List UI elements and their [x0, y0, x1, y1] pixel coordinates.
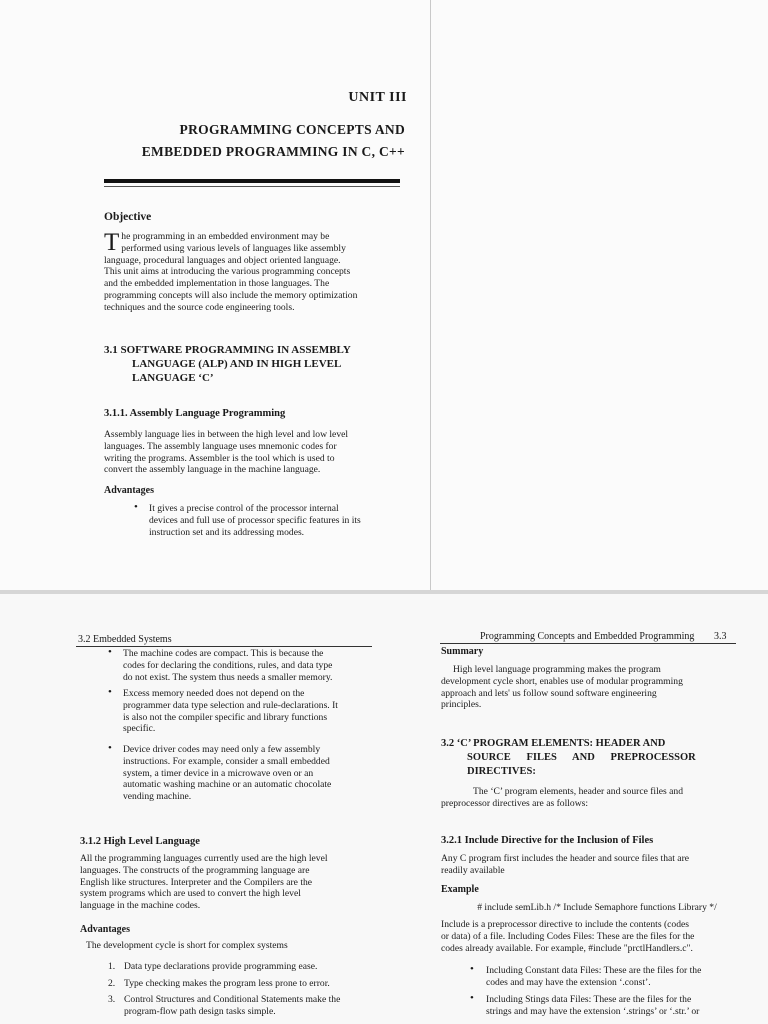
alp-line: convert the assembly language in the machine language. — [104, 464, 321, 476]
hll-line: languages. The constructs of the programming language are — [80, 864, 310, 876]
right-page-number: 3.3 — [714, 631, 727, 642]
title-rule-thin — [104, 186, 400, 187]
objective-line: techniques and the source code engineering tools. — [104, 301, 295, 313]
alp-line: languages. The assembly language uses mnemonic codes for — [104, 440, 337, 452]
section-3-1-2-heading: 3.1.2 High Level Language — [80, 836, 200, 847]
objective-line: This unit aims at introducing the various programming concepts — [104, 266, 351, 278]
objective-line: language, procedural languages and object oriented language. — [104, 254, 341, 266]
summary-heading: Summary — [441, 646, 484, 657]
section-3-1-heading-line2: LANGUAGE (ALP) AND IN HIGH LEVEL — [132, 358, 342, 370]
section-3-1-1-heading: 3.1.1. Assembly Language Programming — [104, 408, 286, 419]
title-rule — [104, 179, 400, 183]
numbered-item-3 — [124, 994, 376, 1018]
advantages-heading: Advantages — [104, 485, 155, 496]
bullet-mark: • — [470, 992, 474, 1004]
include-line: readily available — [441, 864, 505, 876]
bullet-line: automatic washing machine or an automatic chocolate — [123, 779, 332, 791]
summary-line: principles. — [441, 699, 482, 711]
chapter-title-line2: EMBEDDED PROGRAMMING IN C, C++ — [141, 144, 405, 159]
alp-advantage-bullet — [149, 503, 401, 538]
include-line: Any C program first includes the header and source files that are — [441, 853, 690, 864]
list-number: 2. — [108, 978, 116, 989]
left-bullet-3 — [123, 744, 375, 803]
alp-line: Assembly language lies in between the high level and low level — [104, 429, 349, 440]
left-bullet-1 — [123, 648, 375, 683]
hll-line: All the programming languages currently used are the high level — [80, 853, 328, 864]
bullet-mark: • — [470, 963, 474, 975]
section-3-2-intro — [441, 786, 737, 810]
bullet-line: It gives a precise control of the processor internal — [149, 503, 339, 514]
hll-line: English like structures. Interpreter and the Compilers are the — [80, 876, 313, 888]
objective-paragraph — [104, 231, 400, 314]
bullet-line: vending machine. — [123, 791, 192, 803]
section-3-2-heading-line3: DIRECTIVES: — [467, 766, 536, 777]
include-desc-line: Include is a preprocessor directive to include the contents (codes — [441, 919, 690, 930]
left-bullet-2 — [123, 688, 375, 735]
include-desc-line: or data) of a file. Including Codes Files: These are the files for the — [441, 930, 695, 942]
bullet-mark: • — [108, 646, 112, 658]
bullet-line: instructions. For example, consider a small embedded — [123, 755, 330, 767]
bullet-line: strings and may have the extension ‘.strings’ or ‘.str.’ or — [486, 1005, 700, 1017]
section-3-1-heading-line1: 3.1 SOFTWARE PROGRAMMING IN ASSEMBLY — [104, 344, 351, 356]
example-code: # include semLib.h /* Include Semaphore functions Library */ — [477, 902, 717, 913]
summary-paragraph — [441, 664, 737, 711]
objective-line: performed using various levels of languages like assembly — [121, 242, 346, 254]
numbered-line: program-flow path design tasks simple. — [124, 1005, 276, 1017]
objective-line: and the embedded implementation in those languages. The — [104, 278, 330, 290]
objective-line: he programming in an embedded environment may be — [121, 231, 330, 242]
bullet-line: is also not the compiler specific and library functions — [123, 711, 328, 723]
numbered-item-1: Data type declarations provide programming ease. — [124, 961, 318, 972]
include-paragraph — [441, 853, 737, 877]
bullet-line: devices and full use of processor specific features in its — [149, 514, 361, 526]
right-header-rule — [440, 643, 736, 644]
bullet-line: codes for declaring the conditions, rules, and data type — [123, 659, 333, 671]
bullet-line: specific. — [123, 723, 156, 735]
bullet-line: instruction set and its addressing modes. — [149, 526, 305, 538]
section-3-2-1-heading: 3.2.1 Include Directive for the Inclusion of Files — [441, 835, 654, 846]
unit-label: UNIT III — [348, 90, 407, 105]
hll-line: language in the machine codes. — [80, 900, 201, 912]
summary-line: approach and lets' us follow sound software engineering — [441, 687, 657, 699]
left-page-header: 3.2 Embedded Systems — [78, 634, 172, 645]
include-description — [441, 919, 737, 954]
section-3-1-heading-line3: LANGUAGE ‘C’ — [132, 372, 214, 384]
bullet-mark: • — [134, 501, 138, 513]
summary-line: development cycle short, enables use of modular programming — [441, 675, 683, 687]
list-number: 1. — [108, 961, 116, 972]
section-3-2-heading-line1: 3.2 ‘C’ PROGRAM ELEMENTS: HEADER AND — [441, 738, 666, 749]
hll-paragraph — [80, 853, 376, 912]
bullet-line: The machine codes are compact. This is because the — [123, 648, 324, 659]
right-bullet-1 — [486, 965, 738, 989]
include-desc-line: codes already available. For example, #include "prctlHandlers.c". — [441, 942, 693, 954]
alp-line: writing the programs. Assembler is the tool which is used to — [104, 452, 335, 464]
alp-paragraph — [104, 429, 400, 476]
summary-line: High level language programming makes the program — [453, 664, 661, 675]
section-3-2-heading-line2: SOURCE FILES AND PREPROCESSOR — [467, 752, 696, 763]
bullet-line: codes and may have the extension ‘.const’. — [486, 976, 651, 988]
page-fold-line — [430, 0, 431, 590]
bullet-line: Device driver codes may need only a few assembly — [123, 744, 321, 755]
bullet-line: Excess memory needed does not depend on the — [123, 688, 305, 699]
chapter-title-line1: PROGRAMMING CONCEPTS AND — [179, 122, 405, 137]
bullet-mark: • — [108, 742, 112, 754]
right-page-header: Programming Concepts and Embedded Programming — [480, 631, 695, 642]
bottom-spread — [0, 594, 768, 1024]
right-bullet-2 — [486, 994, 738, 1018]
bullet-mark: • — [108, 686, 112, 698]
bullet-line: programmer data type selection and rule-declarations. It — [123, 699, 338, 711]
objective-heading: Objective — [104, 211, 152, 223]
intro-line: preprocessor directives are as follows: — [441, 797, 589, 809]
left-header-rule — [76, 646, 372, 647]
left-advantages-heading: Advantages — [80, 924, 131, 935]
list-number: 3. — [108, 994, 116, 1005]
intro-line: The ‘C’ program elements, header and source files and — [473, 786, 683, 797]
bullet-line: system, a timer device in a microwave oven or an — [123, 767, 314, 779]
drop-cap: T — [104, 229, 120, 256]
dev-cycle-text: The development cycle is short for complex systems — [86, 940, 288, 951]
hll-line: system programs which are used to convert the high level — [80, 888, 301, 900]
example-heading: Example — [441, 884, 479, 895]
numbered-line: Control Structures and Conditional Statements make the — [124, 994, 341, 1005]
bullet-line: do not exist. The system thus needs a smaller memory. — [123, 671, 333, 683]
numbered-item-2: Type checking makes the program less prone to error. — [124, 978, 330, 989]
bullet-line: Including Stings data Files: These are the files for the — [486, 994, 692, 1005]
objective-line: programming concepts will also include the memory optimization — [104, 289, 358, 301]
bullet-line: Including Constant data Files: These are the files for the — [486, 965, 702, 976]
